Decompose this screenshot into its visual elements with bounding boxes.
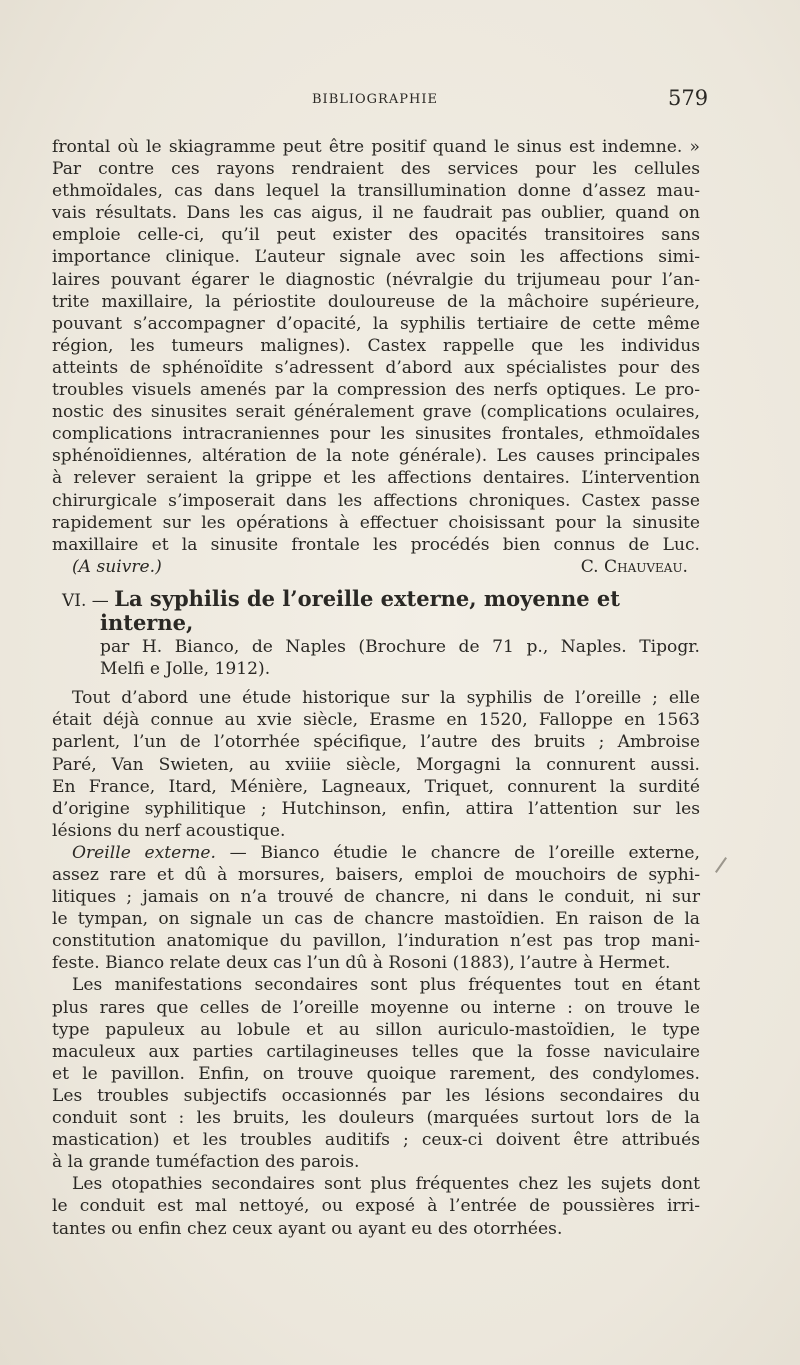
text-line: litiques ; jamais on n’a trouvé de chancre, ni dans le conduit, ni sur xyxy=(52,887,700,908)
text-line: le tympan, on signale un cas de chancre mastoïdien. En raison de la xyxy=(52,909,700,930)
section-title: La syphilis de l’oreille externe, moyenne et interne, xyxy=(100,585,620,635)
text-line: par H. Bianco, de Naples (Brochure de 71 p., Naples. Tipogr. xyxy=(100,637,700,658)
text-line: assez rare et dû à morsures, baisers, emploi de mouchoirs de syphi- xyxy=(52,865,700,885)
subsection-lead: Oreille externe. xyxy=(72,842,216,863)
text-line: lésions du nerf acoustique. xyxy=(52,820,286,841)
text-line: maxillaire et la sinusite frontale les procédés bien connus de Luc. xyxy=(52,534,700,555)
section-heading xyxy=(52,585,700,680)
text-line: troubles visuels amenés par la compression des nerfs optiques. Le pro- xyxy=(52,380,700,401)
text-line: type papuleux au lobule et au sillon auriculo-mastoïdien, le type xyxy=(52,1019,700,1040)
text-line: Les troubles subjectifs occasionnés par les lésions secondaires du xyxy=(52,1085,700,1106)
text-line: sphénoïdiennes, altération de la note générale). Les causes principales xyxy=(52,446,700,467)
text-line: à la grande tuméfaction des parois. xyxy=(52,1152,360,1173)
text-line: chirurgicale s’imposerait dans les affections chroniques. Castex passe xyxy=(52,490,700,511)
text-line: rapidement sur les opérations à effectuer choisissant pour la sinusite xyxy=(52,512,700,533)
text-line: feste. Bianco relate deux cas l’un dû à Rosoni (1883), l’autre à Hermet. xyxy=(52,953,671,974)
paragraph-historique xyxy=(52,687,700,842)
paragraph-otopathies xyxy=(52,1173,700,1239)
text-line: maculeux aux parties cartilagineuses telles que la fosse naviculaire xyxy=(52,1041,700,1062)
text-line xyxy=(52,842,700,864)
text-line: importance clinique. L’auteur signale avec soin les affections simi- xyxy=(52,247,700,268)
section-number: VI. — xyxy=(62,590,109,611)
text-line: était déjà connue au xvie siècle, Erasme en 1520, Falloppe en 1563 xyxy=(52,710,700,731)
text-line: le conduit est mal nettoyé, ou exposé à l’entrée de poussières irri- xyxy=(52,1196,700,1217)
paragraph-oreille-externe xyxy=(52,842,700,975)
to-follow-note: (A suivre.) xyxy=(72,556,162,577)
text-line: Melfi e Jolle, 1912). xyxy=(100,659,271,680)
text-line: Les manifestations secondaires sont plus fréquentes tout en étant xyxy=(72,975,700,996)
text-line: Les otopathies secondaires sont plus fréquentes chez les sujets dont xyxy=(72,1174,700,1195)
text-line: plus rares que celles de l’oreille moyenne ou interne : on trouve le xyxy=(52,997,700,1018)
text-line: complications intracraniennes pour les sinusites frontales, ethmoïdales xyxy=(52,424,700,445)
section-reference xyxy=(100,636,700,680)
paragraph-manifestations xyxy=(52,974,700,1173)
text-line: mastication) et les troubles auditifs ; ceux-ci doivent être attribués xyxy=(52,1130,700,1151)
text-line: conduit sont : les bruits, les douleurs (marquées surtout lors de la xyxy=(52,1108,700,1129)
page-body xyxy=(52,136,700,1240)
text-line: En France, Itard, Ménière, Lagneaux, Triquet, connurent la surdité xyxy=(52,776,700,797)
text-line: tantes ou enfin chez ceux ayant ou ayant eu des otorrhées. xyxy=(52,1218,563,1239)
text-line: ethmoïdales, cas dans lequel la transillumination donne d’assez mau- xyxy=(52,181,700,202)
text-line: parlent, l’un de l’otorrhée spécifique, l’autre des bruits ; Ambroise xyxy=(52,732,700,753)
text-line: atteints de sphénoïdite s’adressent d’abord aux spécialistes pour des xyxy=(52,357,700,378)
author-signature: C. Chauveau. xyxy=(580,556,688,577)
text-line: frontal où le skiagramme peut être positif quand le sinus est indemne. » xyxy=(52,137,700,157)
text-line: Par contre ces rayons rendraient des services pour les cellules xyxy=(52,159,700,180)
text-line: Paré, Van Swieten, au xviiie siècle, Morgagni la connurent aussi. xyxy=(52,754,700,775)
text-fragment: — Bianco étudie le chancre de l’oreille externe, xyxy=(215,842,700,863)
text-line: trite maxillaire, la périostite douloureuse de la mâchoire supérieure, xyxy=(52,291,700,312)
text-line: vais résultats. Dans les cas aigus, il ne faudrait pas oublier, quand on xyxy=(52,203,700,224)
text-line: nostic des sinusites serait généralement grave (complications oculaires, xyxy=(52,402,700,423)
signature-line xyxy=(52,556,700,578)
text-line: d’origine syphilitique ; Hutchinson, enfin, attira l’attention sur les xyxy=(52,798,700,819)
running-title: BIBLIOGRAPHIE xyxy=(312,92,438,107)
text-line: laires pouvant égarer le diagnostic (névralgie du trijumeau pour l’an- xyxy=(52,269,700,290)
text-line: emploie celle-ci, qu’il peut exister des opacités transitoires sans xyxy=(52,225,700,246)
page-number: 579 xyxy=(668,86,709,110)
text-line: constitution anatomique du pavillon, l’induration n’est pas trop mani- xyxy=(52,931,700,952)
paragraph-sinusites xyxy=(52,136,700,578)
text-line: à relever seraient la grippe et les affections dentaires. L’intervention xyxy=(52,468,700,489)
text-line: région, les tumeurs malignes). Castex rappelle que les individus xyxy=(52,335,700,356)
text-line: pouvant s’accompagner d’opacité, la syphilis tertiaire de cette même xyxy=(52,313,700,334)
text-line: Tout d’abord une étude historique sur la syphilis de l’oreille ; elle xyxy=(72,688,700,709)
margin-pencil-mark xyxy=(715,857,727,873)
text-line: et le pavillon. Enfin, on trouve quoique rarement, des condylomes. xyxy=(52,1063,700,1084)
